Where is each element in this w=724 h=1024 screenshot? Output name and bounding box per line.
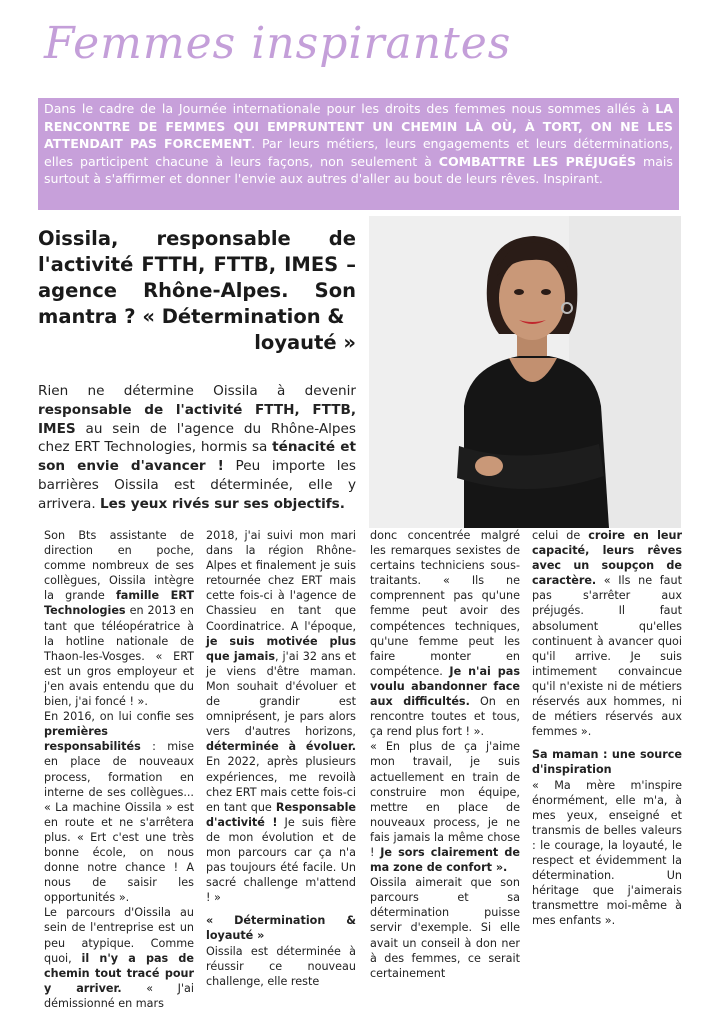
text: « J'ai démissionné en mars [44,981,194,1010]
text: En 2016, on lui confie ses [44,710,194,724]
page-title: Femmes inspirantes [44,18,512,69]
paragraph: « Ma mère m'inspire énormément, elle m'a, à mes yeux, enseigné et transmis de belles valeurs : le courage, la loyauté, le respect et évidemment la détermination. Un héritage que j'aimerais transmettre moi-même à mes enfants ». [532,778,682,928]
lead-text: Peu importe les barrières Oissila est déterminée, elle y arrivera. [38,458,356,512]
text-bold: croire en leur capacité, leurs rêves avec un soupçon de caractère. [532,529,682,588]
text-column-3 [370,528,520,981]
intro-highlight: LA RENCONTRE DE FEMMES QUI EMPRUNTENT UN CHEMIN LÀ OÙ, À TORT, ON NE LES ATTENDAIT PAS FORCEMENT [44,101,673,152]
headline-main: Oissila, responsable de l'activité FTTH, FTTB, IMES – agence Rhône-Alpes. Son mantra ? « Détermination & [38,227,356,328]
spacer [532,739,682,747]
text-column-2 [206,528,356,989]
text: , j'ai 32 ans et je viens d'être maman. Mon souhait d'évoluer et de grandir est omniprésent, je pars alors vers d'autres horizons, [206,649,356,739]
subheading: « Détermination & loyauté » [206,914,356,943]
text: « En plus de ça j'aime mon travail, je suis actuellement en train de construire mon équipe, mettre en place de nouveaux process, je ne fais jamais la même chose ! [370,740,520,859]
text-bold: Je sors clairement de ma zone de confort ». [370,845,520,875]
lead-highlight: responsable de l'activité FTTH, FTTB, IMES [38,401,356,437]
intro-highlight: COMBATTRE LES PRÉJUGÉS [438,153,637,169]
lead-text: au sein de l'agence du Rhône-Alpes chez ERT Technologies, hormis sa [38,420,356,456]
lead-text: Rien ne détermine Oissila à devenir [38,383,356,399]
paragraph [370,739,520,875]
text-bold: il n'y a pas de chemin tout tracé pour y arriver. [44,951,194,995]
text-bold: Responsable d'activité ! [206,800,356,829]
intro-text: . Par leurs métiers, leurs engagements et leurs déterminations, elles participent chacune à leurs façons, non seulement à [44,136,673,169]
paragraph: Oissila est déterminée à réussir ce nouveau challenge, elle reste [206,944,356,988]
text: En 2022, après plusieurs expériences, me revoilà chez ERT mais cette fois-ci en tant que [206,755,356,814]
text: donc concentrée malgré les remarques sexistes de certains techniciens sous-traitants. « Ils ne comprennent pas qu'une femme peut avoir des compétences techniques, qu'une femme peut les faire monter en compétence. [370,529,520,678]
paragraph [206,528,356,905]
paragraph [532,528,682,739]
lead-highlight: ténacité et son envie d'avancer ! [38,439,356,475]
paragraph [44,905,194,1011]
text-bold: Je n'ai pas voulu abandonner face aux difficultés. [370,664,521,709]
text: Je suis fière de mon évolution et de mon parcours car ça n'a pas toujours été facile. Un sacré challenge m'attend ! » [206,815,357,905]
paragraph [370,528,520,739]
spacer [206,905,356,913]
text: 2018, j'ai suivi mon mari dans la région Rhône-Alpes et finalement je suis retournée chez ERT mais cette fois-ci à l'agence de Chassieu en tant que Coordinatrice. A l'époque, [206,529,356,633]
text: On en rencontre toutes et tous, ça rend plus fort ! ». [370,695,520,739]
text-bold: je suis motivée plus que jamais [206,634,356,663]
text-column-4 [532,528,682,928]
text: : mise en place de nouveaux process, formation en interne de ses collègues... « La machine Oissila » est en route et ne s'arrêtera plus. « Ert c'est une très bonne école, on nous donne notre chance ! A nous de saisir les opportunités ». [44,740,194,905]
text-bold: déterminée à évoluer. [206,740,356,754]
intro-text: Dans le cadre de la Journée internationale pour les droits des femmes nous sommes allés à [44,101,656,116]
paragraph: Oissila aimerait que son parcours et sa détermination puisse servir d'exemple. Si elle avait un conseil à don ner à des femmes, ce serait certainement [370,876,520,980]
paragraph [44,709,194,905]
article-lead [38,382,356,514]
lead-highlight: Les yeux rivés sur ses objectifs. [100,495,345,512]
intro-banner [38,98,679,210]
text: Son Bts assistante de direction en poche, comme nombreux de ses collègues, Oissila intègre la grande [44,529,194,603]
text: en 2013 en tant que téléopératrice à la hotline nationale de Thaon-les-Vosges. « ERT est un gros employeur et j'en avais entendu que du bien, j'ai foncé ! ». [44,604,194,709]
headline-end: loyauté » [254,331,356,354]
article-headline [38,226,356,356]
paragraph [44,528,194,709]
text-bold: famille ERT Technologies [44,589,194,618]
text-column-1 [44,528,194,1011]
text: « Ils ne faut pas s'arrêter aux préjugés. Il faut absolument qu'elles continuent à avancer quoi qu'il arrive. Je suis intimement convaincue qu'il n'existe ni de métiers réservés aux hommes, ni de métiers réservés aux femmes ». [532,574,682,739]
subheading: Sa maman : une source d'inspiration [532,748,682,777]
portrait-illustration [369,216,681,528]
text: celui de [532,529,589,542]
text: Le parcours d'Oissila au sein de l'entreprise est un peu atypique. Comme quoi, [44,906,194,965]
text-bold: premières responsabilités [44,725,141,754]
intro-text: mais surtout à s'affirmer et donner l'envie aux autres d'aller au bout de leurs rêves. Inspirant. [44,153,673,187]
portrait-photo [369,216,681,528]
